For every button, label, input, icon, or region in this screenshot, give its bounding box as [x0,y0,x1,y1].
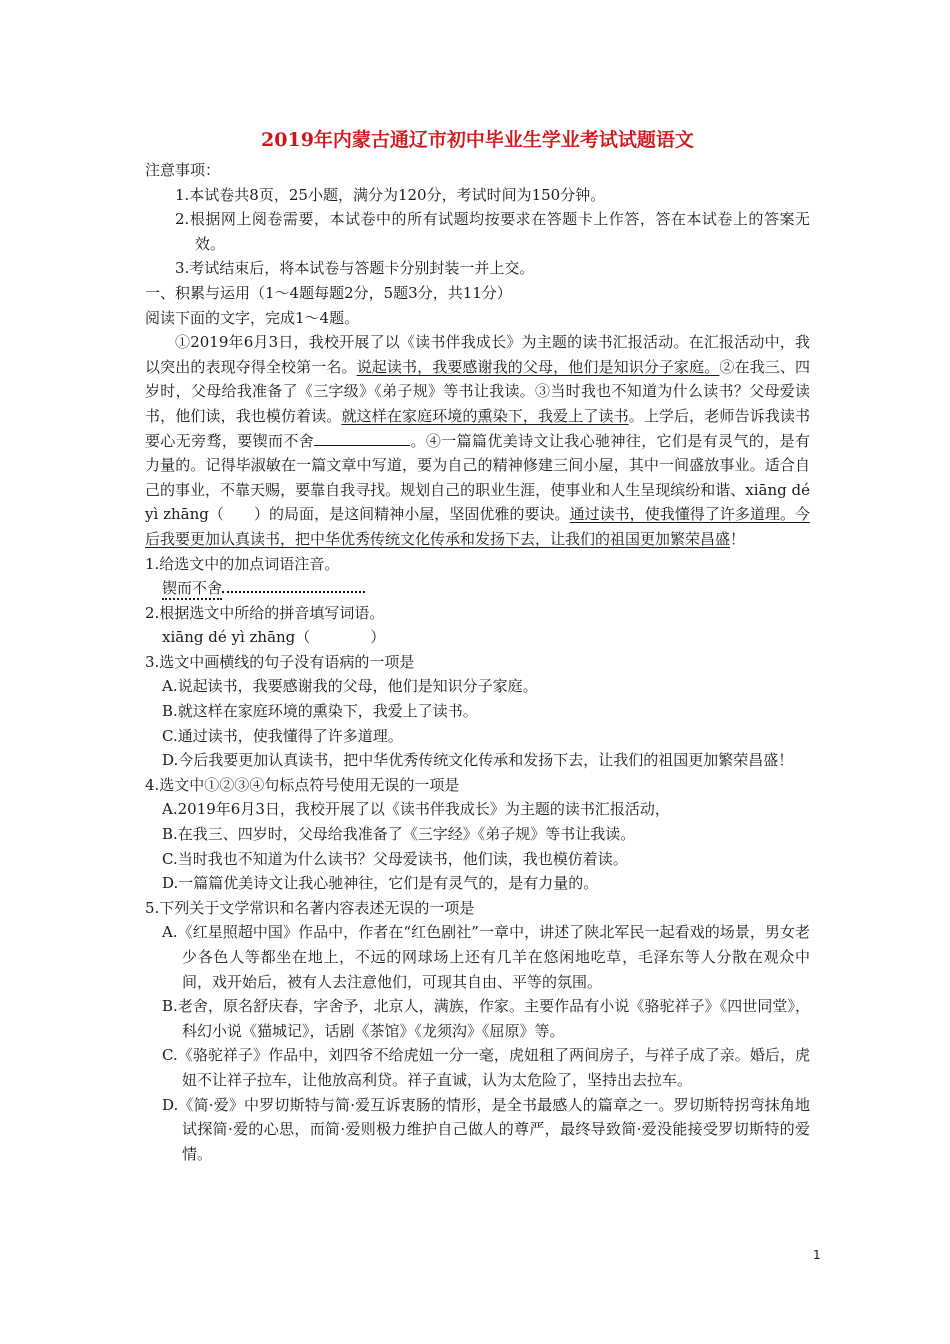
dotted-word: 锲而不舍 [162,579,222,600]
exam-page [145,128,810,1166]
answer-dotted-line [222,577,365,593]
question-3-stem: 3.选文中画横线的句子没有语病的一项是 [145,652,415,671]
question-4-option-c: C.当时我也不知道为什么读书？父母爱读书，他们读，我也模仿着读。 [162,849,628,868]
question-2-pinyin: xiāng dé yì zhāng（ ） [162,628,386,647]
question-4-stem: 4.选文中①②③④句标点符号使用无误的一项是 [145,775,460,794]
notice-item-2: 2.根据网上阅卷需要，本试卷中的所有试题均按要求在答题卡上作答，答在本试卷上的答案无效。 [175,210,810,253]
question-3-option-b: B.就这样在家庭环境的熏染下，我爱上了读书。 [162,702,478,721]
question-5-option-d: D.《简·爱》中罗切斯特与简·爱互诉衷肠的情形，是全书最感人的篇章之一。罗切斯特拐弯抹角地试探简·爱的心思，而简·爱则极力维护自己做人的尊严，最终导致简·爱没能接受罗切斯特的爱情。 [162,1095,810,1163]
question-4-option-b: B.在我三、四岁时，父母给我准备了《三字经》《弟子规》等书让我读。 [162,825,636,844]
notice-heading: 注意事项： [145,161,221,179]
question-3-option-d: D.今后我要更加认真读书，把中华优秀传统文化传承和发扬下去，让我们的祖国更加繁荣昌盛！ [162,751,794,770]
underlined-sentence-1: 说起读书，我要感谢我的父母，他们是知识分子家庭。 [356,357,720,376]
passage-text-2: ②在我三、四岁时，父母给我准备了《三字级》《弟子规》等书让我读。③当时我也不知道为什么读书？父母爱读书，他们读，我也模仿着读。 [145,357,810,425]
underlined-sentence-2: 就这样在家庭环境的熏染下，我爱上了读书 [341,406,629,425]
passage-text-5: ！ [730,529,746,548]
question-5-option-b: B.老舍，原名舒庆春，字舍予，北京人，满族，作家。主要作品有小说《骆驼祥子》《四世同堂》，科幻小说《猫城记》，话剧《茶馆》《龙须沟》《屈原》等。 [162,997,810,1040]
passage-text-4: 。④一篇篇优美诗文让我心驰神往，它们是有灵气的，是有力量的。记得毕淑敏在一篇文章中写道，要为自己的精神修建三间小屋，其中一间盛放事业。适合自己的事业，不靠天赐，要靠自我寻找。规划自己的职业生涯，使事业和人生呈现缤纷和谐、xiāng dé yì zhāng（ ）的局面，是这间精神小屋，坚固优雅的要诀。 [145,431,810,524]
exam-title: 2019年内蒙古通辽市初中毕业生学业考试试题语文 [261,129,694,151]
notice-item-3: 3.考试结束后，将本试卷与答题卡分别封装一并上交。 [175,259,535,278]
reading-instruction: 阅读下面的文字，完成1～4题。 [145,308,360,327]
question-4-option-a: A.2019年6月3日，我校开展了以《读书伴我成长》为主题的读书汇报活动， [162,800,670,819]
question-1-word [145,576,810,601]
passage-text-1: ①2019年6月3日，我校开展了以《读书伴我成长》为主题的读书汇报活动。在汇报活动中，我以突出的表现夺得全校第一名。 [145,333,810,376]
page-number: 1 [813,1248,821,1262]
question-5-stem: 5.下列关于文学常识和名著内容表述无误的一项是 [145,898,475,917]
reading-passage [145,330,810,551]
notice-item-1: 1.本试卷共8页，25小题，满分为120分，考试时间为150分钟。 [175,185,606,204]
question-4-option-d: D.一篇篇优美诗文让我心驰神往，它们是有灵气的，是有力量的。 [162,874,599,893]
question-2-stem: 2.根据选文中所给的拼音填写词语。 [145,603,385,622]
section-heading: 一、积累与运用（1～4题每题2分，5题3分，共11分） [145,283,512,302]
fill-blank-line [314,430,410,446]
question-5-option-c: C.《骆驼祥子》作品中，刘四爷不给虎妞一分一毫，虎妞租了两间房子，与祥子成了亲。婚后，虎妞不让祥子拉车，让他放高利贷。祥子直诚，认为太危险了，坚持出去拉车。 [162,1046,810,1089]
question-3-option-c: C.通过读书，使我懂得了许多道理。 [162,726,403,745]
question-1-stem: 1.给选文中的加点词语注音。 [145,554,340,573]
underlined-sentence-3: 通过读书，使我懂得了许多道理。今后我要更加认真读书，把中华优秀传统文化传承和发扬下去，让我们的祖国更加繁荣昌盛 [145,505,810,548]
passage-text-3: 。上学后，老师告诉我读书要心无旁骛，要锲而不舍 [145,406,810,450]
question-3-option-a: A.说起读书，我要感谢我的父母，他们是知识分子家庭。 [162,677,538,696]
question-5-option-a: A.《红星照超中国》作品中，作者在“红色剧社”一章中，讲述了陕北军民一起看戏的场景，男女老少各色人等都坐在地上，不远的网球场上还有几羊在悠闲地吃草，毛泽东等人分散在观众中间，戏开始后，被有人去注意他们，可现其自由、平等的氛围。 [162,923,810,991]
